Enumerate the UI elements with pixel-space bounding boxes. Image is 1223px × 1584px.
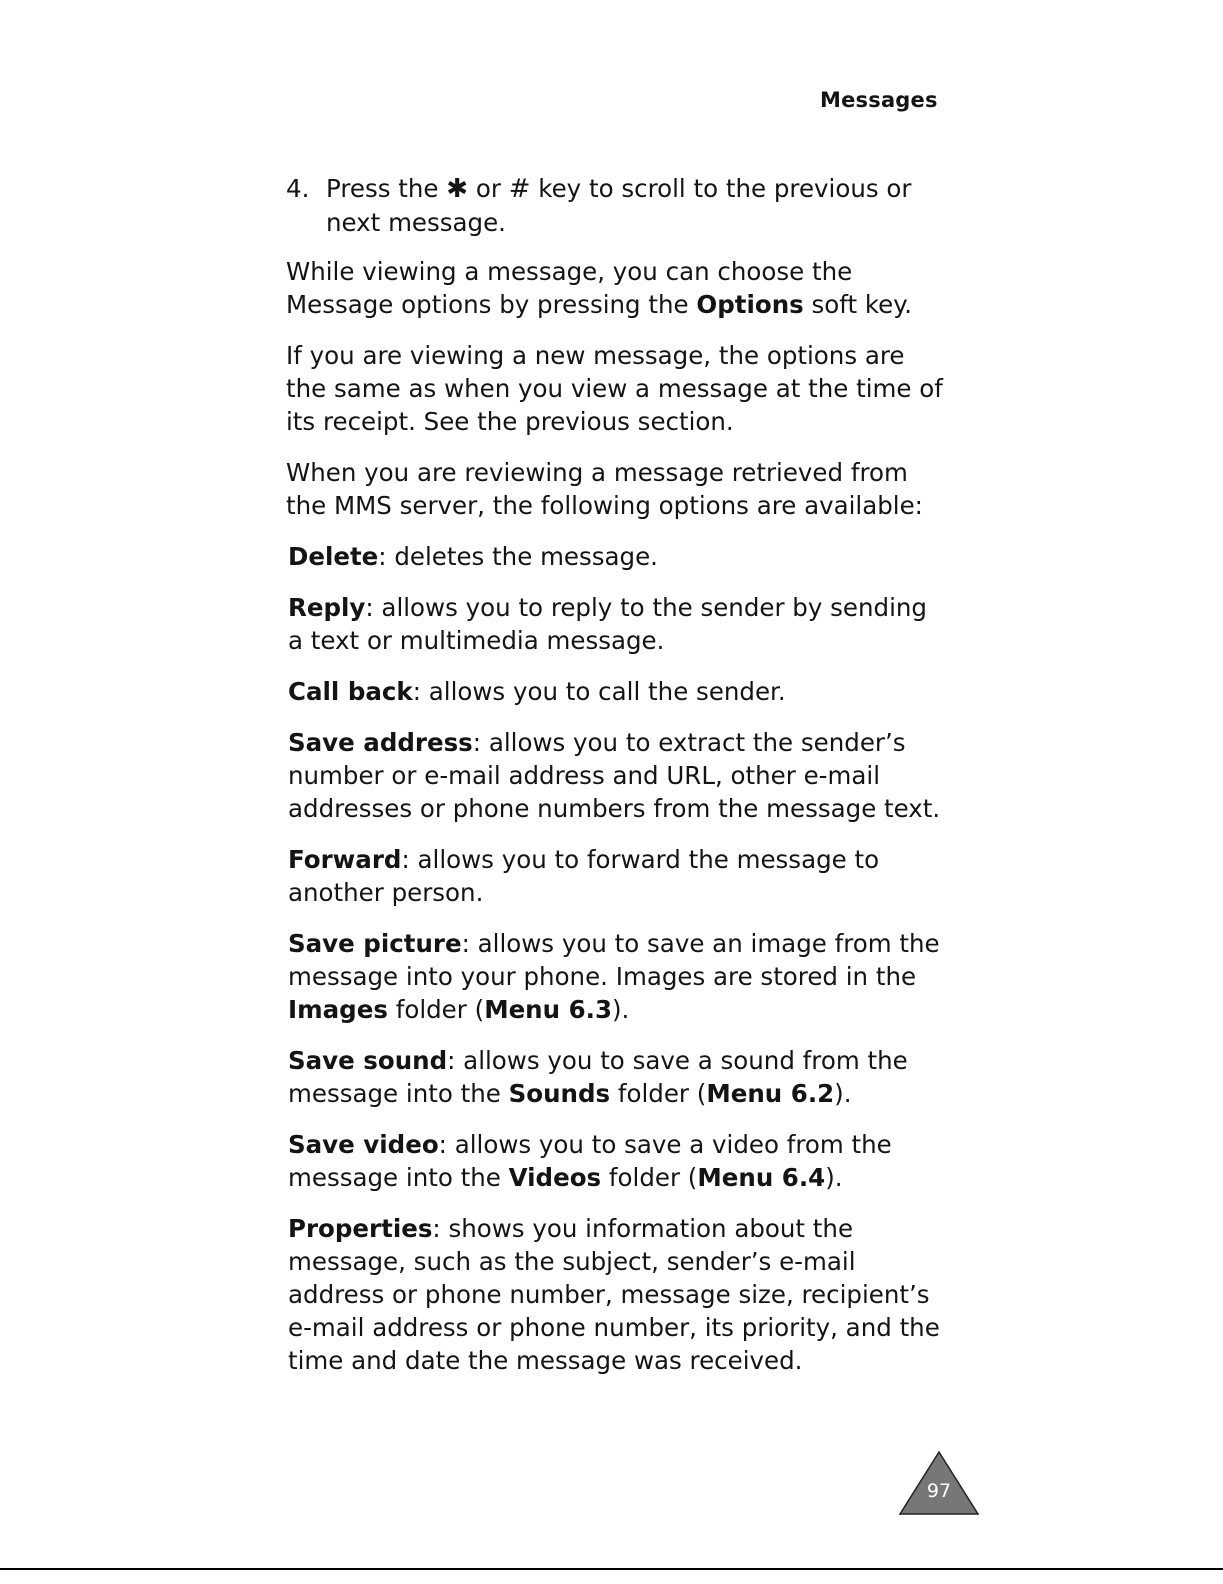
option-description: ).: [834, 1079, 852, 1108]
intro-paragraph-options: [286, 255, 946, 321]
option-label: Properties: [288, 1214, 433, 1243]
option-label: Call back: [288, 677, 413, 706]
option-label: Save video: [288, 1130, 439, 1159]
intro-paragraph-new-message: If you are viewing a new message, the options are the same as when you view a message at the time of its receipt. See the previous section.: [286, 341, 943, 436]
step-text-after: key to scroll to the previous or next message.: [326, 174, 912, 237]
option-label: Save sound: [288, 1046, 448, 1075]
option-save-sound: [288, 1044, 946, 1110]
option-call-back: [288, 675, 946, 708]
folder-name: Images: [288, 995, 388, 1024]
option-description: : deletes the message.: [378, 542, 658, 571]
option-save-picture: [288, 927, 946, 1026]
option-description: folder (: [610, 1079, 707, 1108]
option-description: ).: [612, 995, 630, 1024]
menu-reference: Menu 6.4: [697, 1163, 826, 1192]
option-forward: [288, 843, 946, 909]
intro-text: While viewing a message, you can choose the Message options by pressing the: [286, 257, 853, 319]
step-text-or: or: [468, 174, 509, 203]
option-description: : shows you information about the message, such as the subject, sender’s e-mail address or phone number, message size, recipient’s e-mail address or phone number, its priority, and the time and date the message was received.: [288, 1214, 940, 1375]
option-save-address: [288, 726, 946, 825]
menu-reference: Menu 6.3: [484, 995, 612, 1024]
hash-key-icon: #: [508, 174, 531, 204]
option-label: Forward: [288, 845, 402, 874]
option-description: : allows you to forward the message to another person.: [288, 845, 880, 907]
menu-reference: Menu 6.2: [706, 1079, 835, 1108]
page-number-marker: [898, 1450, 980, 1516]
folder-name: Sounds: [508, 1079, 611, 1108]
option-label: Delete: [288, 542, 379, 571]
option-label: Save address: [288, 728, 473, 757]
option-description: : allows you to extract the sender’s number or e-mail address and URL, other e-mail addresses or phone numbers from the message text.: [288, 728, 941, 823]
page-content: [286, 172, 946, 1395]
option-description: ).: [825, 1163, 843, 1192]
step-text-before: Press the: [326, 174, 447, 203]
option-description: folder (: [601, 1163, 698, 1192]
option-label: Save picture: [288, 929, 462, 958]
options-softkey-term: Options: [696, 290, 804, 319]
option-description: : allows you to save a sound from the message into the: [288, 1046, 908, 1108]
option-reply: [288, 591, 946, 657]
option-description: : allows you to save a video from the message into the: [288, 1130, 892, 1192]
bottom-rule: [0, 1568, 1223, 1570]
step-4: [286, 172, 946, 239]
option-label: Reply: [288, 593, 366, 622]
section-header: Messages: [820, 88, 938, 112]
option-description: : allows you to call the sender.: [412, 677, 786, 706]
step-number: 4.: [286, 174, 310, 203]
option-delete: [288, 540, 946, 573]
intro-text-end: soft key.: [803, 290, 913, 319]
star-key-icon: ✱: [446, 174, 469, 204]
option-description: : allows you to save an image from the message into your phone. Images are stored in the: [288, 929, 940, 991]
page-number: 97: [926, 1480, 952, 1502]
option-properties: [288, 1212, 946, 1377]
option-save-video: [288, 1128, 946, 1194]
option-description: : allows you to reply to the sender by sending a text or multimedia message.: [288, 593, 927, 655]
option-description: folder (: [387, 995, 485, 1024]
intro-paragraph-mms: When you are reviewing a message retrieved from the MMS server, the following options are available:: [286, 458, 923, 520]
folder-name: Videos: [508, 1163, 602, 1192]
step-text: [326, 172, 946, 239]
